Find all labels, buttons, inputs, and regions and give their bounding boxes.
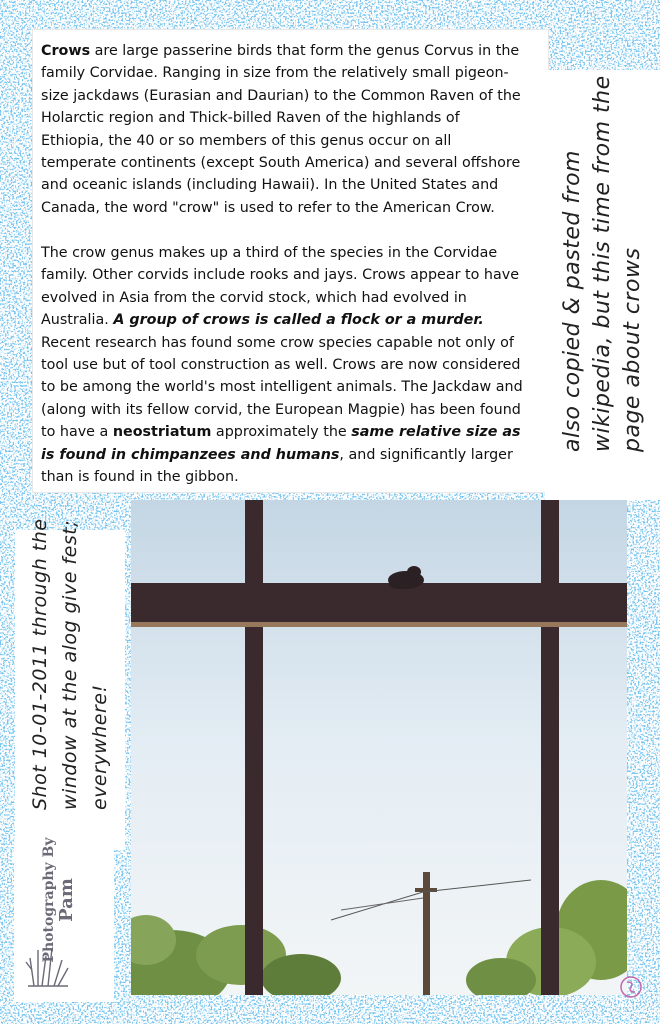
article-card <box>33 30 548 492</box>
murder-fact: A group of crows is called a flock or a murder. <box>113 312 484 329</box>
article-p2-text-c: approximately the <box>211 424 352 441</box>
neostriatum-term: neostriatum <box>112 424 212 441</box>
signature-mark-icon <box>618 974 644 1000</box>
article-paragraph-1 <box>41 40 526 219</box>
handwritten-note-right: also copied & pasted from wikipedia, but this time from the page about crows <box>560 75 645 452</box>
article-p1-text: are large passerine birds that form the genus Corvus in the family Corvidae. Ranging in size from the relatively small pigeon-size jackdaws (Eurasian and Daurian) to the Common Raven of the Holarctic region and Thick-billed Raven of the highlands of Ethiopia, the 40 or so members of this genus occur on all temperate continents (except South America) and several offshore and oceanic islands (including Hawaii). In the United States and Canada, the word "crow" is used to refer to the American Crow. <box>41 43 521 216</box>
credit-line-2: Pam <box>56 878 77 922</box>
crow-window-photo <box>131 500 627 995</box>
article-p2-text-b: Recent research has found some crow species capable not only of tool use but of tool construction as well. Crows are now considered to be among the world's most intelligent animals. The Jackdaw and (along with its fellow corvid, the European Magpie) has been found to have a <box>41 334 523 441</box>
article-lead-word: Crows <box>41 43 91 59</box>
article-paragraph-2 <box>41 242 526 488</box>
article-p2-text-d: , and significantly larger than is found in the gibbon. <box>41 446 513 486</box>
article-p2-text-a: The crow genus makes up a third of the species in the Corvidae family. Other corvids include rooks and jays. Crows appear to have evolved in Asia from the corvid stock, which had evolved in Australia. <box>41 245 519 329</box>
chimpanzee-fact: same relative size as is found in chimpanzees and humans <box>41 424 521 463</box>
credit-line-1: Photography By <box>41 837 57 963</box>
grass-stamp-icon <box>24 940 72 990</box>
handwritten-note-left: Shot 10-01-2011 through the window at the alog give fest; everywhere! <box>29 518 111 810</box>
